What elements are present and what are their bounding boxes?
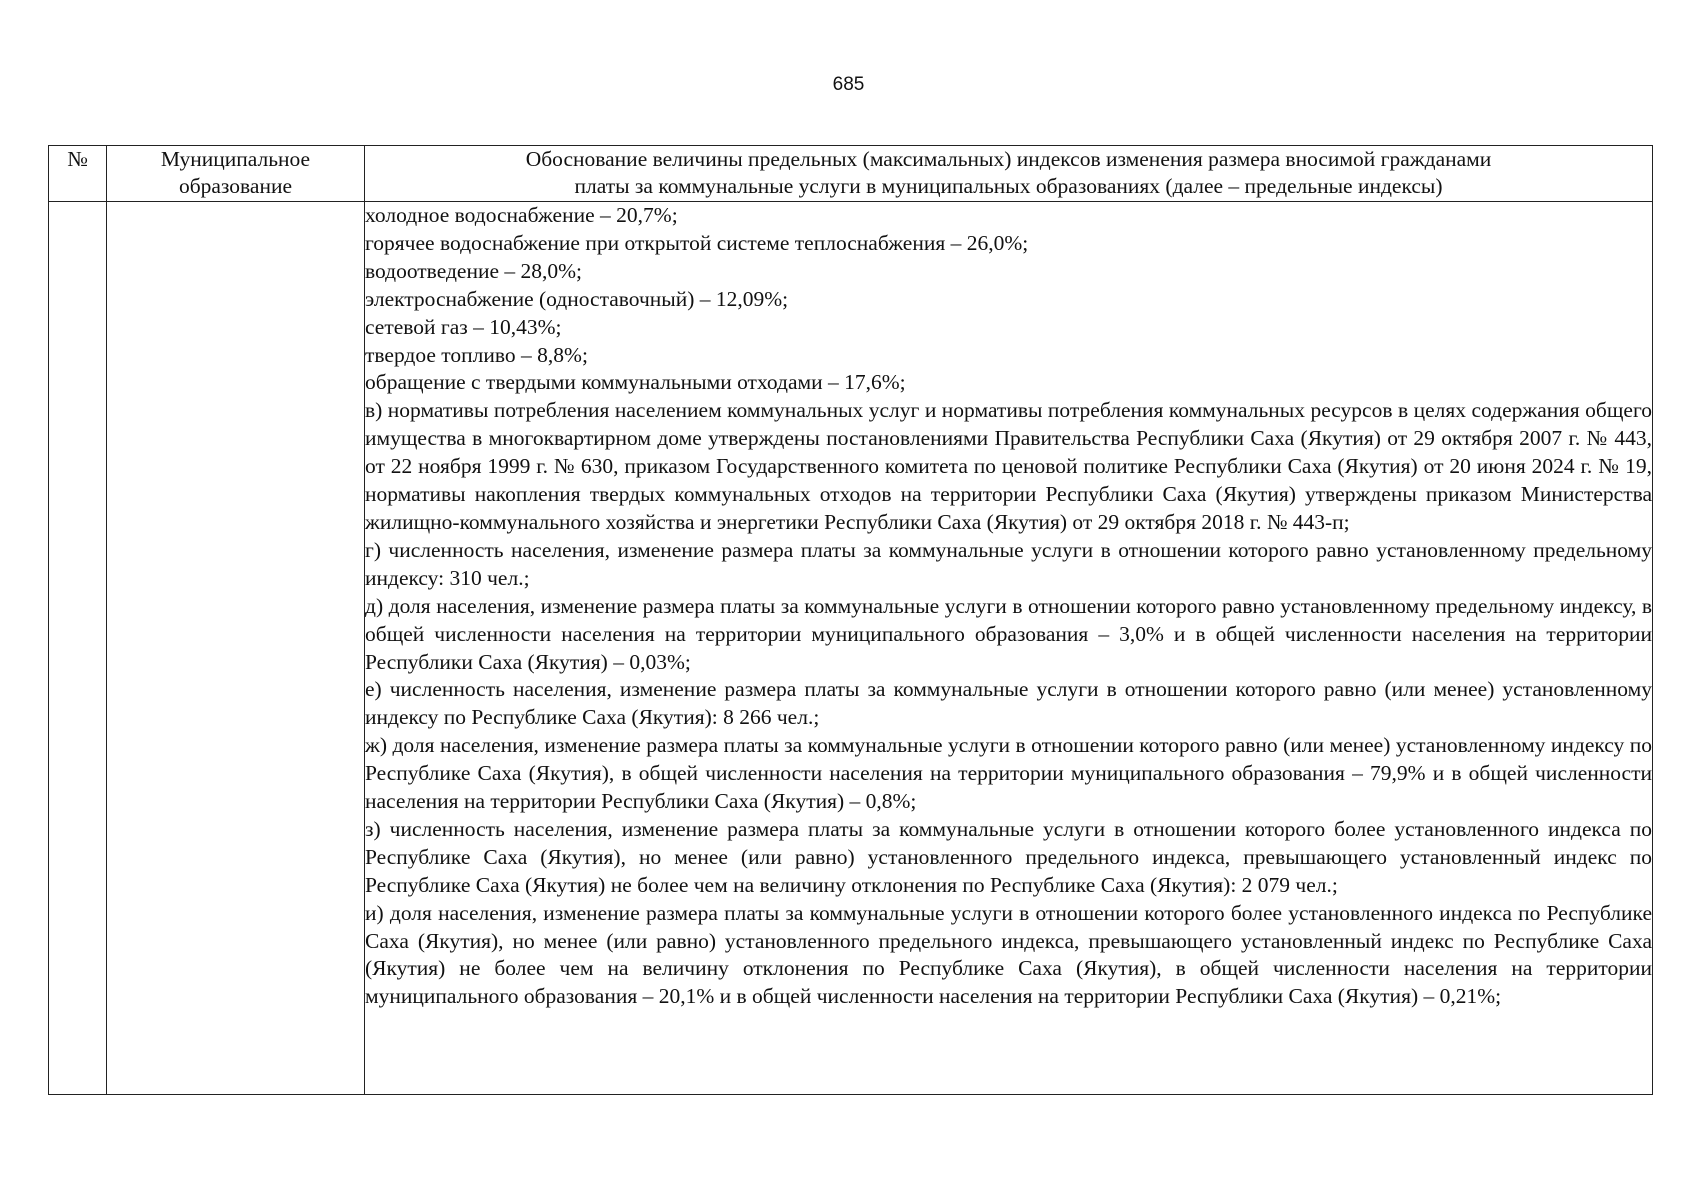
cell-number — [49, 202, 107, 1095]
paragraph-g-population-count: г) численность населения, изменение размера платы за коммунальные услуги в отношении которого равно установленному предельному индексу: 310 чел.; — [365, 537, 1652, 590]
header-municipality — [107, 146, 365, 202]
cell-justification — [365, 202, 1653, 1095]
paragraph-electricity: электроснабжение (одноставочный) – 12,09%; — [365, 286, 789, 311]
paragraph-network-gas: сетевой газ – 10,43%; — [365, 314, 562, 339]
paragraph-solid-fuel: твердое топливо – 8,8%; — [365, 342, 588, 367]
table-header — [49, 146, 1653, 202]
cell-municipality — [107, 202, 365, 1095]
paragraph-e-population-count: е) численность населения, изменение размера платы за коммунальные услуги в отношении которого равно (или менее) установленному индексу по Республике Саха (Якутия): 8 266 чел.; — [365, 677, 1652, 730]
tariff-index-table — [48, 145, 1653, 1095]
paragraph-zh-population-share: ж) доля населения, изменение размера платы за коммунальные услуги в отношении которого равно (или менее) установленному индексу по Республике Саха (Якутия), в общей численности населения на территории муниципального образования – 79,9% и в общей численности населения на территории Республики Саха (Якутия) – 0,8%; — [365, 733, 1652, 814]
paragraph-wastewater: водоотведение – 28,0%; — [365, 258, 583, 283]
page-number: 685 — [832, 74, 865, 95]
paragraph-hot-water: горячее водоснабжение при открытой системе теплоснабжения – 26,0%; — [365, 230, 1029, 255]
table-body — [49, 202, 1653, 1095]
paragraph-cold-water: холодное водоснабжение – 20,7%; — [365, 203, 678, 227]
header-number: № — [49, 146, 107, 202]
header-justification — [365, 146, 1653, 202]
paragraph-i-population-share: и) доля населения, изменение размера платы за коммунальные услуги в отношении которого более установленного индекса по Республике Саха (Якутия), но менее (или равно) установленного предельного индекса, превышающего установленный индекс по Республике Саха (Якутия) не более чем на величину отклонения по Республике Саха (Якутия), в общей численности населения на территории муниципального образования – 20,1% и в общей численности населения на территории Республики Саха (Якутия) – 0,21%; — [365, 900, 1652, 1009]
paragraph-v-consumption-norms: в) нормативы потребления населением коммунальных услуг и нормативы потребления коммунальных ресурсов в целях содержания общего имущества в многоквартирном доме утверждены постановлениями Правительства Республики Саха (Якутия) от 29 октября 2007 г. № 443, от 22 ноября 1999 г. № 630, приказом Государственного комитета по ценовой политике Республики Саха (Якутия) от 20 июня 2024 г. № 19, нормативы накопления твердых коммунальных отходов на территории Республики Саха (Якутия) утверждены приказом Министерства жилищно-коммунального хозяйства и энергетики Республики Саха (Якутия) от 29 октября 2018 г. № 443-п; — [365, 398, 1652, 534]
paragraph-d-population-share: д) доля населения, изменение размера платы за коммунальные услуги в отношении которого равно установленному предельному индексу, в общей численности населения на территории муниципального образования – 3,0% и в общей численности населения на территории Республики Саха (Якутия) – 0,03%; — [365, 593, 1652, 674]
header-municipality-line1: Муниципальное — [160, 147, 311, 171]
paragraph-solid-waste: обращение с твердыми коммунальными отходами – 17,6%; — [365, 370, 906, 395]
header-justification-line2: платы за коммунальные услуги в муниципальных образованиях (далее – предельные индексы) — [574, 174, 1443, 198]
paragraph-z-population-count: з) численность населения, изменение размера платы за коммунальные услуги в отношении которого более установленного индекса по Республике Саха (Якутия), но менее (или равно) установленного предельного индекса, превышающего установленный индекс по Республике Саха (Якутия) не более чем на величину отклонения по Республике Саха (Якутия): 2 079 чел.; — [365, 816, 1652, 897]
table-row — [49, 202, 1653, 1095]
header-row — [49, 146, 1653, 202]
header-justification-line1: Обоснование величины предельных (максимальных) индексов изменения размера вносимой гражданами — [525, 147, 1492, 171]
header-municipality-line2: образование — [178, 174, 293, 198]
